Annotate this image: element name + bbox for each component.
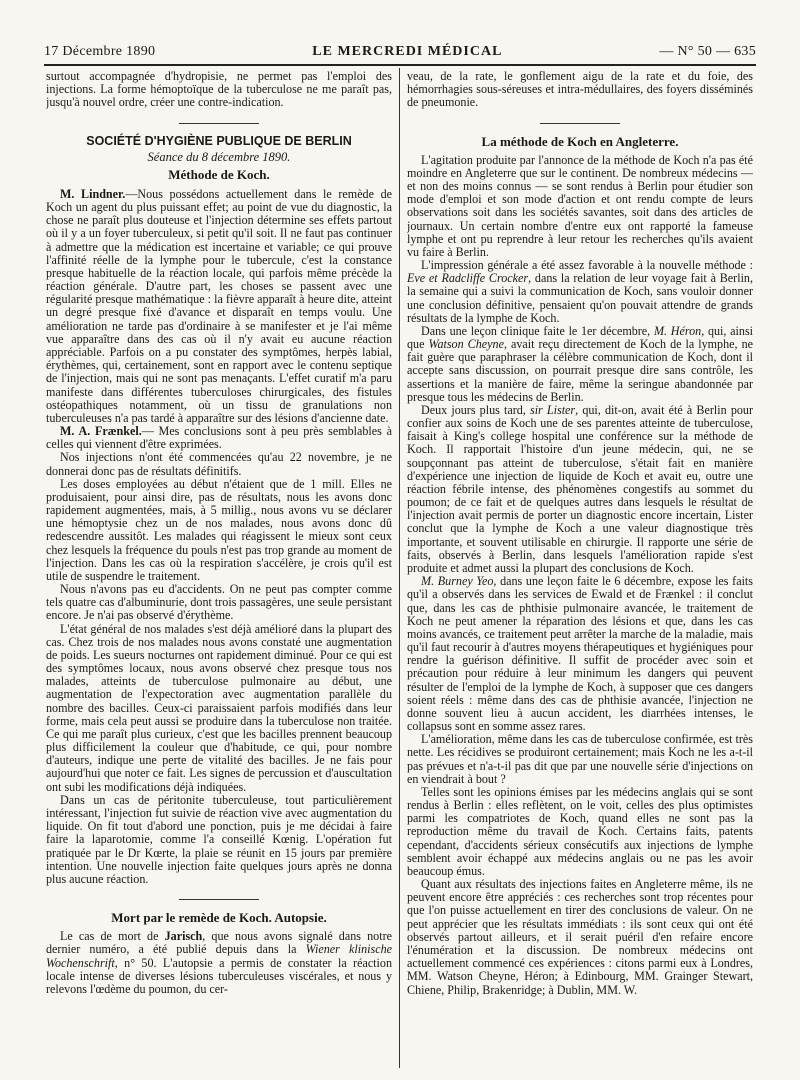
paragraph: Dans un cas de péritonite tuberculeuse, tout particulièrement intéressant, l'injection fut suivie de réaction vive avec augmentation du liquide. On fit tout d'abord une ponction, puis je me décidai à faire faire la laparotomie, comme l'a conseillé Kœnig. L'opération fut pratiquée par le Dr Kœrte, la plaie se réunit en 15 jours par première intention. Une nouvelle injection faite quelques jours après ne donna plus aucune réaction. bbox=[46, 792, 392, 886]
section-separator bbox=[540, 123, 620, 124]
method-subheading: Méthode de Koch. bbox=[168, 166, 270, 182]
text-run: , avait reçu directement de Koch de la lymphe, ne fait guère que paraphraser la célèbre communication de Koch, dont il accepte sans discussion, on pourrait presque dire sans contrôle, les assertions et la manière de faire, même la seringue abandonnée par presque tous les médecins de Berlin. bbox=[407, 337, 753, 404]
fraenkel-text: — Mes conclusions sont à peu près semblables à celles qui viennent d'être exprimées. bbox=[46, 424, 392, 452]
paragraph bbox=[407, 259, 753, 325]
continued-paragraph: surtout accompagnée d'hydropisie, ne permet pas l'emploi des injections. La forme hémoptoïque de la tuberculose ne me paraît pas, jusqu'à nouvel ordre, créer une contre-indication. bbox=[46, 70, 392, 110]
journal-title: LE MERCREDI MÉDICAL bbox=[312, 44, 503, 59]
autopsy-heading: Mort par le remède de Koch. Autopsie. bbox=[111, 910, 327, 926]
lindner-paragraph bbox=[46, 188, 392, 425]
text-run: , n° 50. L'autopsie a permis de constater la réaction locale intense de diverses lésions tuberculeuses viscérales, et nous y relevons l'œdème du poumon, du cer- bbox=[46, 955, 392, 996]
issue-page-number: — N° 50 — 635 bbox=[659, 44, 756, 59]
paragraph: Nous n'avons pas eu d'accidents. On ne peut pas compter comme tels quatre cas d'albuminurie, dont trois passagères, une seule persistant encore. Je n'ai pas observé d'érythème. bbox=[46, 582, 392, 623]
column-divider bbox=[399, 68, 400, 1068]
section-separator bbox=[179, 123, 259, 124]
fraenkel-paragraph bbox=[46, 425, 392, 451]
text-run: , qui, dit-on, avait été à Berlin pour confier aux soins de Koch une de ses parentes atteinte de tuberculose, faisait à King's college hospital une conférence sur la méthode de Koch. Il rapportait l'histoire d'un jeune médecin, qui, ne se soupçonnant pas atteint de tuberculose, s'était fait en manière d'expérience une injection de liquide de Koch et avait eu, outre une réaction fébrile intense, des phénomènes congestifs au sommet du poumon; de ce fait et de quelques autres dans lesquels le résultat de l'injection avait permis de porter un diagnostic encore incertain, Lister conclut que la lymphe de Koch a une valeur diagnostique très importante, et souvent utilisable en chirurgie. Il rapporte une série de faits, observés à Berlin, dans lesquels l'amélioration rapide s'est produite et admet aussi la plupart des conclusions de Koch. bbox=[407, 402, 753, 575]
page-header bbox=[44, 40, 756, 66]
continued-paragraph: veau, de la rate, le gonflement aigu de la rate et du foie, des hémorrhagies sous-séreuses et intra-médullaires, des foyers disséminés de pneumonie. bbox=[407, 70, 753, 110]
author-watson-cheyne: Watson Cheyne bbox=[428, 337, 504, 352]
left-column bbox=[46, 70, 392, 1068]
society-heading: SOCIÉTÉ D'HYGIÈNE PUBLIQUE DE BERLIN bbox=[86, 133, 352, 148]
paragraph: Telles sont les opinions émises par les médecins anglais qui se sont rendus à Berlin : elles reflètent, on le voit, celles des plus optimistes parmi les compatriotes de Koch, quand elles ne sont pas la reproduction même du travail de Koch. Certains faits, patents cependant, d'accidents sérieux consécutifs aux injections de lymphe semblent avoir échappé aux médecins anglais ou ne pas les avoir beaucoup émus. bbox=[407, 784, 753, 878]
paragraph: L'agitation produite par l'annonce de la méthode de Koch n'a pas été moindre en Angleterre que sur le continent. De nombreux médecins — et non des moins connus — se sont rendus à Berlin pour étudier son mode d'emploi et son mode d'action et ont rendu compte de leurs observations soit dans les sociétés savantes, soit dans des articles de journaux. Un certain nombre d'entre eux ont rapporté la fameuse lymphe et ont pu reprendre à leur retour les recherches qu'ils avaient vu faire à Berlin. bbox=[407, 152, 753, 259]
paragraph: L'amélioration, même dans les cas de tuberculose confirmée, est très nette. Les récidives se produiront certainement; mais Koch ne les a-t-il pas prévues et n'a-t-il pas dit que par une nouvelle série d'injections on en viendrait à bout ? bbox=[407, 732, 753, 786]
right-column bbox=[407, 70, 753, 1068]
lindner-text: —Nous possédons actuellement dans le remède de Koch un agent du plus puissant effet; au point de vue du diagnostic, la chose ne paraît plus douteuse et l'injection détermine ses effets partout où il y a un foyer tuberculeux, si petit qu'il soit. Il ne faut pas continuer à admettre que la médication est incertaine et variable; ce qui prouve l'affinité réelle de la lymphe pour le tubercule, c'est la constance presque habituelle de la réaction locale, qui parfois même précède la réaction générale. D'autre part, les choses se passent avec une régularité presque mathématique : la fièvre apparaît à heure dite, atteint un degré presque fixé d'avance et disparaît en temps voulu. Une amélioration ne tarde pas d'ordinaire à se manifester et je l'ai même vue apparaître dans des cas où il n'y avait eu aucune réaction appréciable. Parfois on a pu constater des symptômes, herpès labial, érythèmes, qui, certainement, sont en rapport avec le contenu septique de l'injection, mais qui ne sont pas menaçants. L'effet curatif m'a paru manifeste dans différentes tuberculoses chirurgicales, des fistules ostéopathiques notamment, où un tissu de granulations non tuberculeuses n'a pas tardé à apparaître sur des lésions d'ancienne date. bbox=[46, 186, 392, 425]
journal-citation: Wiener klinische Wochenschrift bbox=[46, 942, 392, 970]
paragraph: Quant aux résultats des injections faites en Angleterre même, ils ne peuvent encore être appréciés : ces recherches sont trop récentes pour que l'on puisse actuellement en tirer des conclusions de valeur. On ne peut apprécier que les résultats immédiats : ils sont ceux qui ont été observés partout ailleurs, et il serait puéril d'en refaire encore l'énumération et la discussion. De nombreux médecins ont actuellement commencé ces expériences : citons parmi eux à Londres, MM. Watson Cheyne, Héron; à Edinbourg, MM. Grainger Stewart, Chiene, Philip, Brakenridge; à Dublin, MM. W. bbox=[407, 877, 753, 997]
jarisch-name: Jarisch bbox=[164, 929, 203, 944]
header-date: 17 Décembre 1890 bbox=[44, 44, 156, 59]
paragraph bbox=[407, 325, 753, 404]
paragraph: Nos injections n'ont été commencées qu'au 22 novembre, je ne donnerai donc pas de résultats définitifs. bbox=[46, 450, 392, 478]
section-separator bbox=[179, 899, 259, 900]
paragraph bbox=[407, 575, 753, 733]
paragraph: Les doses employées au début n'étaient que de 1 mill. Elles ne produisaient, pour ainsi dire, pas de résultats, nous les avons donc rapidement augmentées, mais, à 5 millig., nous avons vu se déclarer une hémoptysie chez un de nos malades, nous avons donc dû redescendre aussitôt. Les malades qui réagissent le mieux sont ceux chez lesquels la fréquence du pouls n'est pas trop grande au moment de l'injection. Dans les cas où la respiration s'accélère, je crois qu'il est utile de suspendre le traitement. bbox=[46, 476, 392, 583]
text-run: Le cas de mort de bbox=[60, 929, 165, 944]
speaker-lindner: M. Lindner. bbox=[60, 186, 126, 201]
text-run: , dans la relation de leur voyage fait à Berlin, la semaine qui a suivi la communication de Koch, sans vouloir donner une conclusion définitive, pensaient qu'on pouvait attendre de grands résultats de la lymphe de Koch. bbox=[407, 271, 753, 325]
speaker-fraenkel: M. A. Frænkel. bbox=[60, 424, 142, 439]
author-heron: M. Héron bbox=[653, 323, 702, 338]
text-run: Deux jours plus tard, bbox=[421, 402, 530, 417]
author-names: Eve et Radcliffe Crocker bbox=[407, 271, 529, 286]
england-heading: La méthode de Koch en Angleterre. bbox=[481, 133, 679, 149]
paragraph: L'état général de nos malades s'est déjà amélioré dans la plupart des cas. Chez trois de nos malades nous avons constaté une augmentation de poids. Les sueurs nocturnes ont rapidement diminué. Pour ce qui est des symptômes locaux, nous avons observé chez presque tous nos malades, atteints de tuberculose pulmonaire au début, une augmentation de l'expectoration avec augmentation parallèle du nombre des bacilles. Ceux-ci paraissaient parfois modifiés dans leur forme, mais cela peut aussi se produire dans la tuberculose non traitée. Ce qui me paraît plus curieux, c'est que les bacilles prennent beaucoup plus difficilement la couleur que d'habitude, ce qui, pour nombre d'auteurs, indique une perte de vitalité des bacilles. Je ne fais pour aujourd'hui que noter ce fait. Les signes de percussion et d'auscultation ont subi les modifications déjà indiquées. bbox=[46, 621, 392, 794]
paragraph bbox=[407, 404, 753, 575]
text-run: , dans une leçon faite le 6 décembre, expose les faits qu'il a observés dans les services de Ewald et de Frænkel : il conclut que, dans les cas de phthisie pulmonaire avancée, le traitement de Koch ne peut amener la réparation des lésions et que, dans les cas moins avancés, ce traitement peut arrêter la marche de la maladie, mais qu'il faut recourir à d'autres moyens thérapeutiques et hygiéniques pour rendre la guérison définitive. Il suffit de procéder avec soin et précaution pour réduire à leur minimum les dangers qui peuvent résulter de l'emploi de la lymphe de Koch, à supposer que ces dangers soient réels : même dans des cas de phthisie avancée, l'injection ne donne souvent lieu à aucun accident, les diarrhées intenses, le collapsus sont en somme assez rares. bbox=[407, 574, 753, 734]
author-lister: sir Lister bbox=[529, 402, 576, 417]
text-run: , que nous avons signalé dans notre dernier numéro, a été publié depuis dans la bbox=[46, 929, 392, 957]
text-run: L'impression générale a été assez favorable à la nouvelle méthode : bbox=[421, 258, 753, 273]
jarisch-paragraph bbox=[46, 930, 392, 996]
session-date: Séance du 8 décembre 1890. bbox=[147, 150, 291, 165]
author-burney-yeo: M. Burney Yeo bbox=[421, 574, 494, 589]
text-run: , qui, ainsi que bbox=[407, 323, 753, 352]
text-run: Dans une leçon clinique faite le 1er décembre, bbox=[421, 323, 654, 338]
